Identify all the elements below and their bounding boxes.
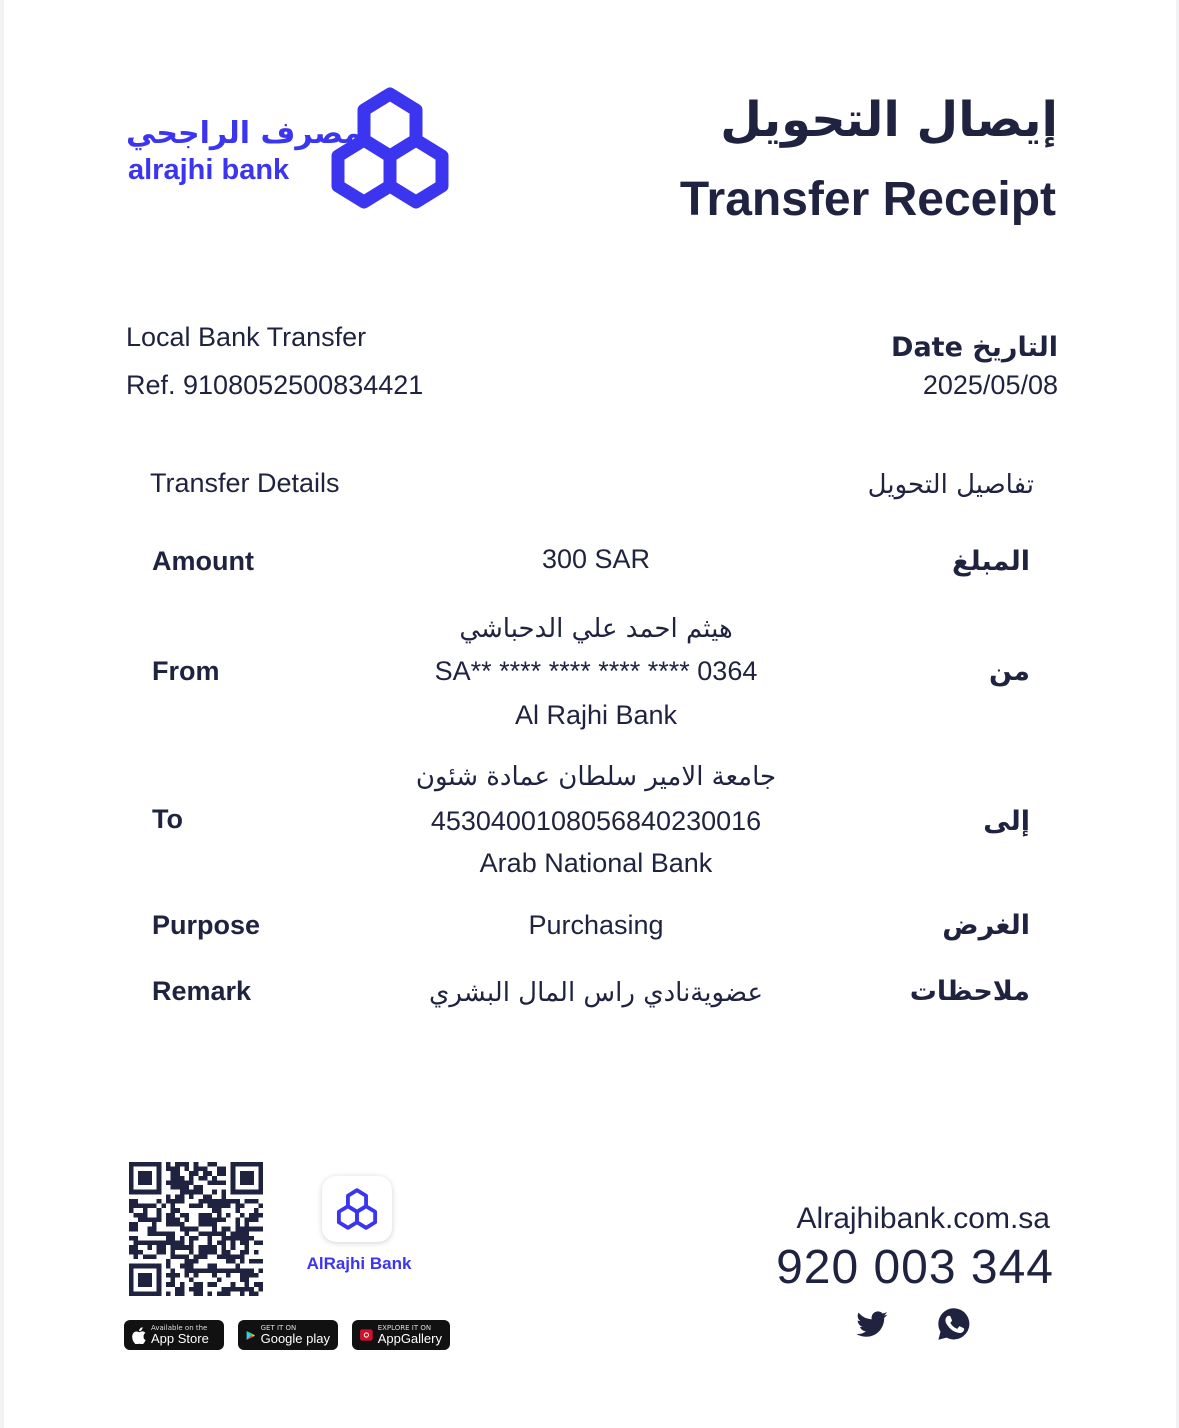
app-icon[interactable]	[322, 1176, 392, 1242]
app-store-small-text: Available on the	[151, 1324, 208, 1332]
section-title-arabic: تفاصيل التحويل	[867, 470, 1034, 500]
whatsapp-icon[interactable]	[936, 1306, 972, 1342]
google-play-icon	[246, 1327, 256, 1344]
date-label: Date التاريخ	[891, 332, 1058, 363]
qr-finder-pattern	[138, 1171, 152, 1185]
to-account: 453040010805684023001​6	[430, 806, 762, 836]
app-gallery-small-text: EXPLORE IT ON	[377, 1324, 432, 1332]
to-label-arabic: إلى	[983, 806, 1030, 837]
alrajhi-logo-icon	[324, 86, 456, 210]
amount-value: 300 SAR	[541, 544, 651, 574]
reference-number: Ref. 9108052500834421	[126, 370, 424, 400]
date-value: 2025/05/08	[922, 370, 1058, 400]
to-bank: Arab National Bank	[479, 848, 713, 878]
receipt-title: Transfer Receipt	[679, 173, 1056, 226]
logo-arabic-text: مصرف الراجحي	[126, 116, 363, 151]
to-name: جامعة الامير سلطان عمادة شئون	[415, 762, 777, 792]
qr-finder-pattern	[240, 1171, 254, 1185]
qr-finder-pattern	[138, 1273, 152, 1287]
app-gallery-text: AppGallery	[377, 1331, 442, 1346]
app-store-badge[interactable]	[124, 1320, 224, 1350]
remark-label-arabic: ملاحظات	[909, 976, 1030, 1007]
app-store-text: App Store	[151, 1331, 209, 1346]
app-name: AlRajhi Bank	[306, 1254, 412, 1273]
to-label: To	[152, 804, 183, 834]
purpose-value: Purchasing	[528, 910, 664, 940]
section-title-english: Transfer Details	[150, 468, 340, 498]
remark-label: Remark	[152, 976, 252, 1006]
receipt-page	[4, 0, 1176, 1428]
from-label: From	[152, 656, 220, 686]
alrajhi-app-logo-icon	[334, 1187, 380, 1231]
website-link[interactable]: Alrajhibank.com.sa	[796, 1202, 1050, 1235]
from-account: SA** **** **** **** **** 0364	[434, 656, 758, 686]
amount-label-arabic: المبلغ	[952, 546, 1030, 577]
transfer-type: Local Bank Transfer	[126, 322, 367, 352]
google-play-badge[interactable]	[238, 1320, 338, 1350]
from-label-arabic: من	[988, 656, 1030, 687]
apple-icon	[132, 1327, 146, 1344]
huawei-icon	[360, 1327, 373, 1343]
google-play-small-text: GET IT ON	[260, 1324, 297, 1332]
purpose-label: Purpose	[152, 910, 261, 940]
from-bank: Al Rajhi Bank	[514, 700, 678, 730]
amount-label: Amount	[152, 546, 254, 576]
remark-value: عضويةنادي راس المال البشري	[429, 978, 763, 1008]
from-name: هيثم احمد علي الدحباشي	[459, 614, 733, 644]
logo-english-text: alrajhi bank	[128, 154, 290, 186]
phone-number[interactable]: 920 003 344	[776, 1241, 1054, 1294]
qr-code[interactable]	[128, 1162, 264, 1296]
receipt-title-arabic: إيصال التحويل	[720, 92, 1058, 148]
twitter-icon[interactable]	[854, 1308, 890, 1342]
app-gallery-badge[interactable]	[352, 1320, 450, 1350]
google-play-text: Google play	[260, 1331, 330, 1346]
purpose-label-arabic: الغرض	[942, 910, 1030, 941]
